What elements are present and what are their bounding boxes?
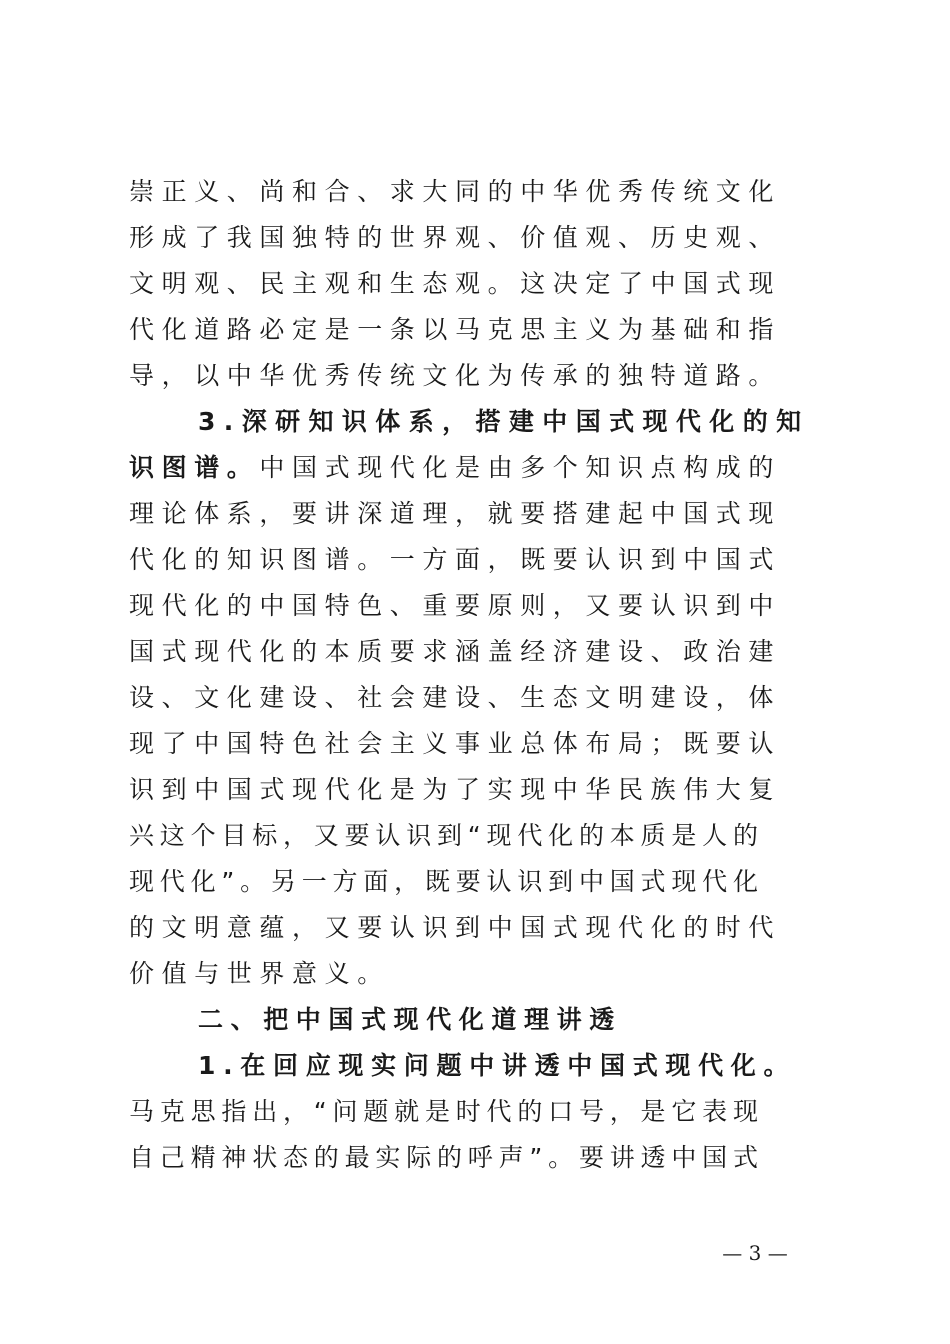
text-line: 兴这个目标，又要认识到“现代化的本质是人的 [129, 821, 764, 850]
text-line: 马克思指出，“问题就是时代的口号，是它表现 [129, 1097, 764, 1126]
chapter-heading: 二、把中国式现代化道理讲透 [198, 1005, 622, 1034]
text-line: 现代化的中国特色、重要原则，又要认识到中 [129, 591, 782, 620]
text-line: 代化的知识图谱。一方面，既要认识到中国式 [129, 545, 782, 574]
page-number: — 3 — [722, 1241, 788, 1265]
section-heading: 3.深研知识体系，搭建中国式现代化的知 [198, 407, 810, 436]
text-line: 价值与世界意义。 [129, 959, 390, 988]
section-heading: 1.在回应现实问题中讲透中国式现代化。 [198, 1051, 797, 1080]
text-line: 代化道路必定是一条以马克思主义为基础和指 [129, 315, 782, 344]
text-line [129, 448, 822, 488]
text-line: 理论体系，要讲深道理，就要搭建起中国式现 [129, 499, 782, 528]
text-line: 自己精神状态的最实际的呼声”。要讲透中国式 [129, 1143, 764, 1172]
text-line: 现代化”。另一方面，既要认识到中国式现代化 [129, 867, 764, 896]
text-line: 现了中国特色社会主义事业总体布局；既要认 [129, 729, 782, 758]
text-line: 崇正义、尚和合、求大同的中华优秀传统文化 [129, 177, 782, 206]
text-line: 文明观、民主观和生态观。这决定了中国式现 [129, 269, 782, 298]
text-line: 形成了我国独特的世界观、价值观、历史观、 [129, 223, 782, 252]
section-heading-continuation: 识图谱。 [129, 453, 260, 482]
text-line: 的文明意蕴，又要认识到中国式现代化的时代 [129, 913, 782, 942]
text-span: 中国式现代化是由多个知识点构成的 [259, 453, 782, 482]
text-line: 识到中国式现代化是为了实现中华民族伟大复 [129, 775, 782, 804]
text-line: 导，以中华优秀传统文化为传承的独特道路。 [129, 361, 782, 390]
text-line: 国式现代化的本质要求涵盖经济建设、政治建 [129, 637, 782, 666]
text-line: 设、文化建设、社会建设、生态文明建设，体 [129, 683, 782, 712]
